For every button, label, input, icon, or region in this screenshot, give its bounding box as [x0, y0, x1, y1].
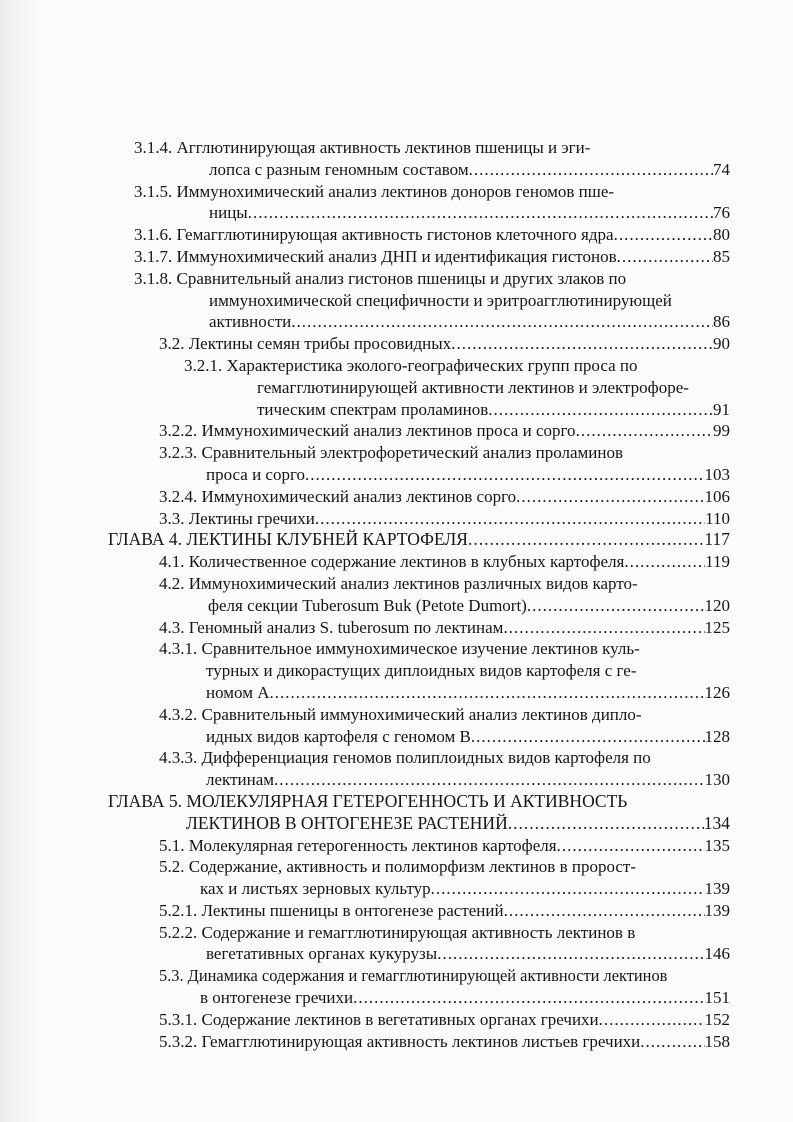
toc-page-number: 119: [705, 552, 730, 572]
toc-page-number: 134: [703, 812, 730, 833]
toc-leader-dots: [305, 464, 704, 486]
toc-page-number: 135: [704, 835, 730, 855]
toc-leader-dots: [471, 726, 705, 748]
toc-entry-3-1-8: [0, 311, 730, 333]
toc-entry-3-1-4-line1: 3.1.4. Агглютинирующая активность лектинов пшеницы и эги-: [134, 138, 591, 157]
toc-entry-5-2-1: [0, 900, 730, 922]
toc-leader-dots: [557, 835, 705, 857]
toc-page-number: 85: [713, 246, 730, 266]
toc-page-number: 130: [704, 770, 730, 790]
toc-entry-4-3: [0, 617, 730, 639]
toc-entry-3-2-3: [0, 464, 730, 486]
toc-entry-4-3-3-line1: 4.3.3. Дифференциация геномов полиплоидных видов картофеля по: [159, 748, 651, 768]
toc-leader-dots: [469, 159, 713, 181]
toc-entry-3-1-8-line2: иммунохимической специфичности и эритроагглютинирующей: [209, 290, 672, 310]
toc-page-number: 110: [705, 508, 730, 528]
toc-leader-dots: [274, 769, 705, 791]
toc-leader-dots: [248, 202, 713, 224]
toc-entry-text: 3.2.4. Иммунохимический анализ лектинов сорго: [159, 486, 517, 506]
toc-entry-3-1-6: [0, 224, 730, 246]
toc-entry-text: лектинам: [206, 770, 274, 790]
toc-page-number: 128: [704, 726, 730, 746]
toc-leader-dots: [315, 508, 705, 530]
toc-entry-4-3-2-line1: 4.3.2. Сравнительный иммунохимический анализ лектинов дипло-: [159, 704, 642, 724]
toc-leader-dots: [353, 987, 704, 1009]
toc-entry-4-3-3: [0, 769, 730, 791]
toc-entry-3-2: [0, 333, 730, 355]
toc-entry-3-3: [0, 508, 730, 530]
toc-entry-3-1-5: [0, 202, 730, 224]
toc-entry-3-1-8-line1: 3.1.8. Сравнительный анализ гистонов пшеницы и других злаков по: [134, 268, 627, 288]
toc-leader-dots: [270, 682, 705, 704]
toc-entry-3-1-7: [0, 246, 730, 268]
toc-entry-text: 5.1. Молекулярная гетерогенность лектинов картофеля: [159, 835, 557, 855]
toc-page-number: 158: [704, 1031, 730, 1051]
toc-leader-dots: [503, 617, 704, 639]
toc-entry-text: 5.2.1. Лектины пшеницы в онтогенезе растений: [159, 900, 504, 920]
toc-entry-4-3-1-line1: 4.3.1. Сравнительное иммунохимическое изучение лектинов куль-: [159, 639, 640, 659]
toc-page-number: 91: [713, 399, 730, 419]
toc-page-number: 106: [704, 486, 730, 506]
toc-leader-dots: [576, 420, 713, 442]
toc-entry-5-3-line1: 5.3. Динамика содержания и гемагглютинирующей активности лектинов: [159, 966, 668, 986]
toc-page-number: 90: [713, 334, 730, 354]
toc-leader-dots: [431, 878, 705, 900]
toc-entry-text: активности: [209, 312, 292, 332]
toc-entry-4-3-1: [0, 682, 730, 704]
toc-entry-text: 3.1.7. Иммунохимический анализ ДНП и идентификация гистонов: [134, 246, 617, 266]
toc-entry-5-3-1: [0, 1009, 730, 1031]
toc-entry-text: 4.3. Геномный анализ S. tuberosum по лектинам: [159, 617, 504, 637]
toc-leader-dots: [504, 900, 705, 922]
toc-leader-dots: [599, 1009, 705, 1031]
toc-entry-text: 3.2. Лектины семян трибы просовидных: [159, 334, 452, 354]
toc-leader-dots: [516, 486, 704, 508]
toc-entry-3-2-2: [0, 420, 730, 442]
toc-page-number: 80: [713, 225, 730, 245]
toc-leader-dots: [451, 333, 713, 355]
toc-page-number: 139: [704, 900, 730, 920]
toc-entry-3-2-1-line1: 3.2.1. Характеристика эколого-географических групп проса по: [184, 355, 638, 375]
toc-page-number: 152: [704, 1009, 730, 1029]
toc-leader-dots: [488, 399, 713, 421]
toc-chapter-4: [0, 529, 730, 551]
toc-page-number: 99: [713, 421, 730, 441]
toc-entry-text: 5.3.2. Гемагглютинирующая активность лектинов листьев гречихи: [159, 1031, 641, 1051]
toc-entry-text: номом А: [206, 682, 270, 702]
toc-entry-text: ницы: [209, 203, 248, 223]
toc-page-number: 76: [713, 203, 730, 223]
toc-leader-dots: [617, 246, 713, 268]
toc-page-number: 146: [704, 944, 730, 964]
toc-entry-text: 3.2.2. Иммунохимический анализ лектинов проса и сорго: [159, 421, 576, 441]
toc-entry-text: лопса с разным геномным составом: [209, 159, 469, 179]
toc-entry-5-2: [0, 878, 730, 900]
toc-entry-text: идных видов картофеля с геномом В: [206, 726, 471, 746]
toc-entry-3-1-4: [0, 159, 730, 181]
toc-entry-text: феля секции Tuberosum Buk (Petote Dumort): [208, 595, 527, 615]
toc-page-number: 120: [704, 595, 730, 615]
toc-chapter-title: ЛЕКТИНОВ В ОНТОГЕНЕЗЕ РАСТЕНИЙ: [186, 812, 508, 833]
toc-chapter-title: ГЛАВА 4. ЛЕКТИНЫ КЛУБНЕЙ КАРТОФЕЛЯ: [108, 529, 468, 550]
toc-entry-5-2-2-line1: 5.2.2. Содержание и гемагглютинирующая активность лектинов в: [159, 922, 636, 942]
toc-page-number: 139: [704, 879, 730, 899]
toc-leader-dots: [291, 311, 713, 333]
toc-entry-3-2-4: [0, 486, 730, 508]
toc-entry-text: проса и сорго: [206, 464, 306, 484]
toc-leader-dots: [614, 224, 713, 246]
toc-entry-4-1: [0, 551, 730, 573]
toc-entry-text: 3.3. Лектины гречихи: [159, 508, 315, 528]
toc-page-number: 74: [713, 159, 730, 179]
toc-entry-text: вегетативных органах кукурузы: [206, 944, 438, 964]
toc-entry-4-3-1-line2: турных и дикорастущих диплоидных видов картофеля с ге-: [206, 661, 637, 681]
toc-entry-text: тическим спектрам проламинов: [257, 399, 489, 419]
toc-entry-5-1: [0, 835, 730, 857]
toc-page-number: 117: [704, 529, 730, 550]
table-of-contents: [0, 137, 793, 1052]
toc-entry-text: 5.3.1. Содержание лектинов в вегетативных органах гречихи: [159, 1009, 599, 1029]
toc-leader-dots: [527, 595, 705, 617]
toc-page-number: 103: [704, 464, 730, 484]
toc-page-number: 125: [704, 617, 730, 637]
toc-entry-3-2-1: [0, 399, 730, 421]
toc-leader-dots: [508, 813, 704, 835]
toc-entry-5-3-2: [0, 1031, 730, 1053]
toc-entry-5-2-line1: 5.2. Содержание, активность и полиморфизм лектинов в пророст-: [159, 857, 637, 877]
toc-entry-3-2-3-line1: 3.2.3. Сравнительный электрофоретический анализ проламинов: [159, 443, 623, 463]
toc-entry-4-2: [0, 595, 730, 617]
toc-leader-dots: [468, 529, 704, 551]
toc-page-number: 86: [713, 312, 730, 332]
toc-entry-4-2-line1: 4.2. Иммунохимический анализ лектинов различных видов карто-: [159, 573, 638, 593]
toc-leader-dots: [437, 943, 704, 965]
toc-entry-text: 4.1. Количественное содержание лектинов в клубных картофеля: [159, 552, 625, 572]
toc-entry-text: ках и листьях зерновых культур: [200, 879, 431, 899]
toc-leader-dots: [624, 551, 705, 573]
toc-entry-text: 3.1.6. Гемагглютинирующая активность гистонов клеточного ядра: [134, 225, 614, 245]
toc-entry-4-3-2: [0, 726, 730, 748]
toc-entry-5-3: [0, 987, 730, 1009]
toc-page-number: 126: [704, 682, 730, 702]
toc-chapter-5-line1: ГЛАВА 5. МОЛЕКУЛЯРНАЯ ГЕТЕРОГЕННОСТЬ И АКТИВНОСТЬ: [108, 790, 628, 811]
toc-entry-3-2-1-line2: гемагглютинирующей активности лектинов и электрофоре-: [257, 377, 689, 397]
toc-chapter-5: [0, 813, 730, 835]
toc-page-number: 151: [704, 988, 730, 1008]
toc-leader-dots: [640, 1031, 704, 1053]
toc-entry-5-2-2: [0, 943, 730, 965]
toc-entry-text: в онтогенезе гречихи: [200, 988, 354, 1008]
toc-entry-3-1-5-line1: 3.1.5. Иммунохимический анализ лектинов доноров геномов пше-: [134, 181, 615, 201]
